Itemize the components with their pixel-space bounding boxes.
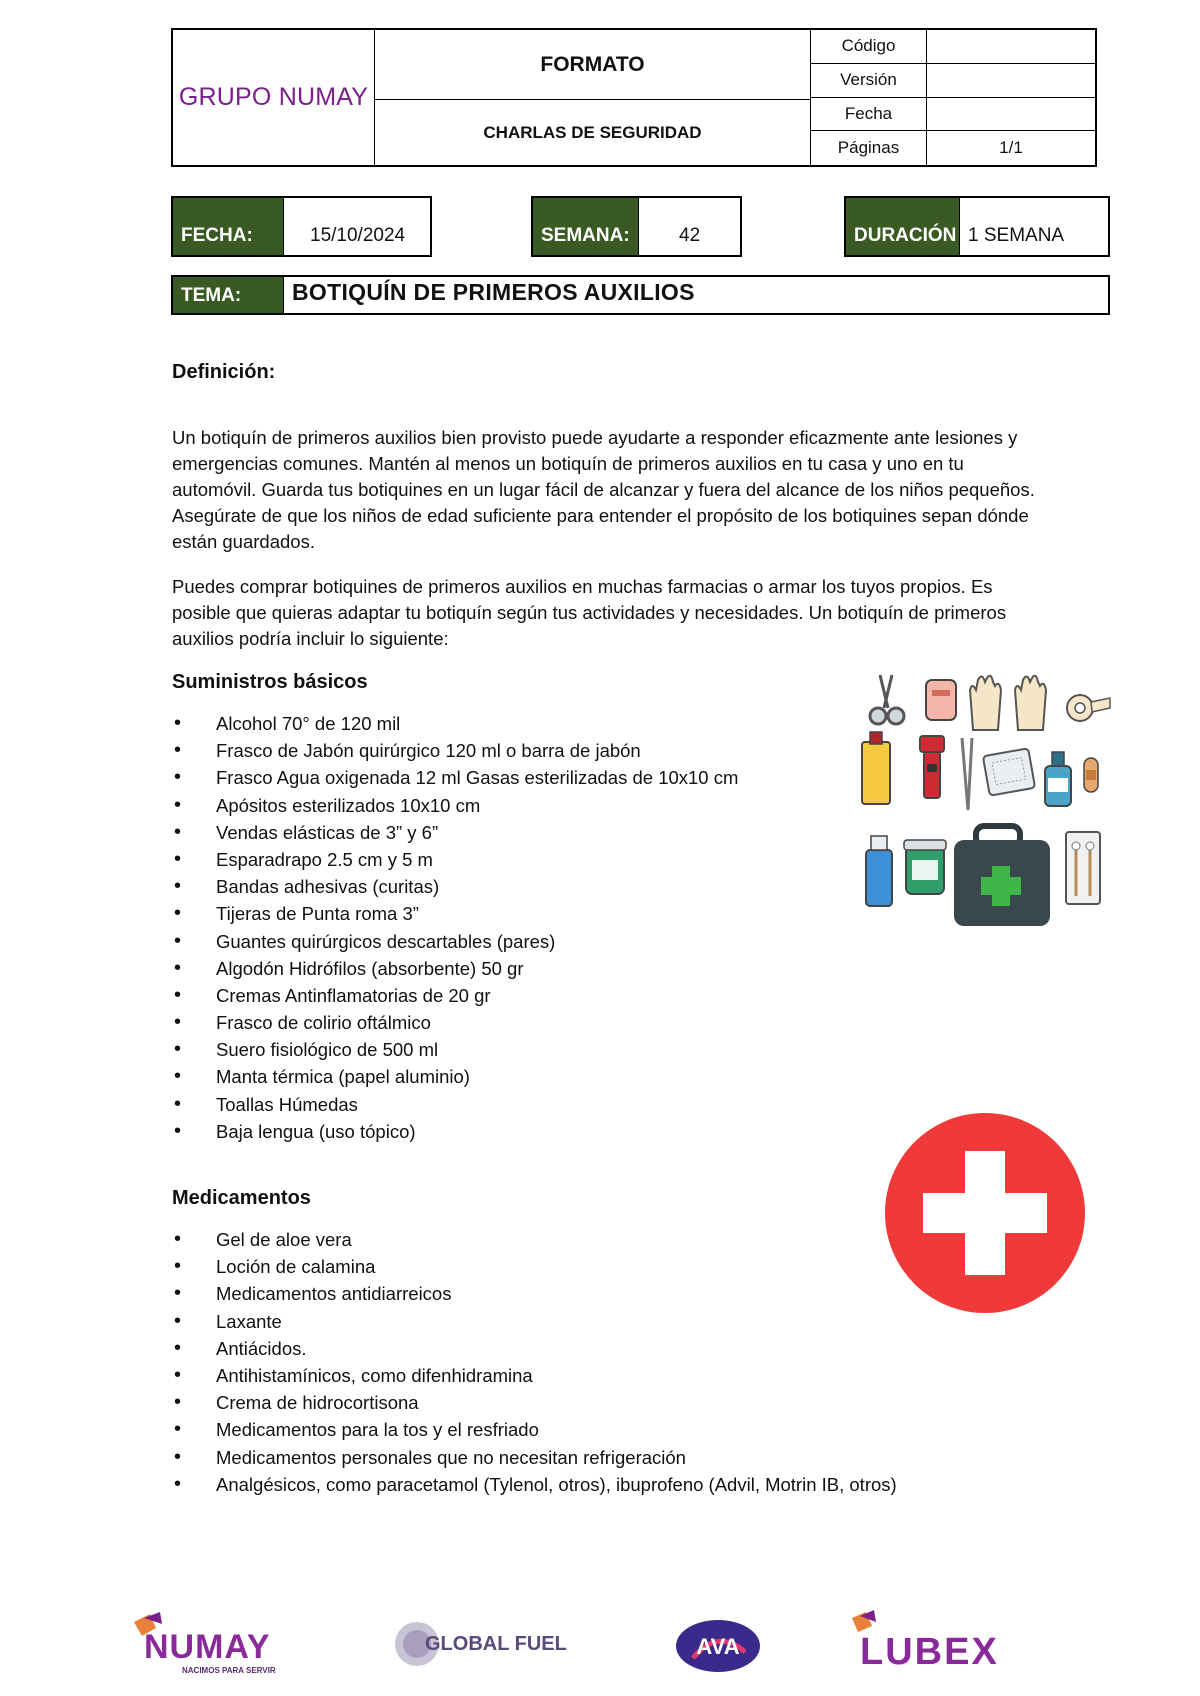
gauze-icon [983, 748, 1035, 795]
list-item: • Frasco de colirio oftálmico [172, 1009, 738, 1036]
ava-logo [673, 1608, 763, 1678]
definition-paragraph-1: Un botiquín de primeros auxilios bien provisto puede ayudarte a responder eficazmente ante lesiones y emergencias comunes. Mantén al menos un botiquín de primeros auxilios en tu casa y uno en tu automóvil. Guarda tus botiquines en un lugar fácil de alcanzar y fuera del alcance de los niños pequeños. Asegúrate de que los niños de edad suficiente para entender el propósito de los botiquines sepan dónde están guardados. [172, 427, 1035, 552]
definition-heading: Definición: [172, 361, 276, 383]
gloves-icon [970, 676, 1046, 730]
list-item: • Medicamentos antidiarreicos [172, 1280, 897, 1307]
meta-label-version: Versión [811, 64, 926, 98]
tweezers-icon [962, 738, 972, 810]
meta-values [927, 30, 1095, 165]
fecha-box [171, 196, 432, 257]
first-aid-supplies-illustration [858, 660, 1118, 930]
list-item: • Algodón Hidrófilos (absorbente) 50 gr [172, 955, 738, 982]
list-item: • Suero fisiológico de 500 ml [172, 1036, 738, 1063]
format-subtitle: CHARLAS DE SEGURIDAD [483, 122, 702, 142]
company-name: GRUPO NUMAY [173, 30, 375, 165]
list-item: • Gel de aloe vera [172, 1226, 897, 1253]
tema-box [171, 275, 1110, 315]
list-item: • Alcohol 70° de 120 mil [172, 710, 738, 737]
numay-logo-text: NUMAY [144, 1628, 271, 1666]
document-header [171, 28, 1097, 167]
list-item: • Frasco de Jabón quirúrgico 120 ml o barra de jabón [172, 737, 738, 764]
global-fuel-logo [393, 1608, 589, 1678]
scissors-icon [870, 675, 904, 724]
semana-label: SEMANA: [533, 198, 639, 255]
ava-logo-text: AVA [696, 1634, 740, 1659]
ointment-jar-icon [904, 840, 946, 894]
format-title: FORMATO [375, 30, 810, 100]
list-item: • Laxante [172, 1308, 897, 1335]
list-item: • Medicamentos personales que no necesitan refrigeración [172, 1444, 897, 1471]
spray-bottle-icon [866, 836, 892, 906]
numay-tagline: NACIMOS PARA SERVIR [182, 1666, 276, 1675]
bottle-icon [1045, 752, 1071, 806]
duracion-value: 1 SEMANA [968, 225, 1065, 246]
semana-value: 42 [679, 225, 701, 246]
fecha-label: FECHA: [173, 198, 284, 255]
list-item: • Frasco Agua oxigenada 12 ml Gasas esterilizadas de 10x10 cm [172, 764, 738, 791]
cotton-swabs-icon [1066, 832, 1100, 904]
fecha-value: 15/10/2024 [310, 225, 406, 246]
list-item: • Baja lengua (uso tópico) [172, 1118, 738, 1145]
tema-value: BOTIQUÍN DE PRIMEROS AUXILIOS [292, 279, 695, 305]
meta-labels [811, 30, 927, 165]
list-item: • Loción de calamina [172, 1253, 897, 1280]
list-item: • Apósitos esterilizados 10x10 cm [172, 792, 738, 819]
list-item: • Antiácidos. [172, 1335, 897, 1362]
list-item: • Esparadrapo 2.5 cm y 5 m [172, 846, 738, 873]
flashlight-icon [920, 736, 944, 798]
medications-list [172, 1226, 897, 1498]
duracion-label: DURACIÓN [846, 198, 960, 255]
tema-label: TEMA: [173, 277, 284, 313]
semana-box [531, 196, 742, 257]
meta-value-fecha [927, 98, 1095, 132]
meta-label-fecha: Fecha [811, 98, 926, 132]
first-aid-kit-icon [954, 826, 1050, 926]
list-item: • Manta térmica (papel aluminio) [172, 1063, 738, 1090]
meta-value-paginas: 1/1 [999, 138, 1023, 158]
list-item: • Analgésicos, como paracetamol (Tylenol, otros), ibuprofeno (Advil, Motrin IB, otros) [172, 1471, 897, 1498]
cream-tube-icon [862, 732, 890, 804]
red-cross-icon [885, 1113, 1085, 1313]
global-fuel-text: GLOBAL FUEL [425, 1633, 567, 1655]
meta-label-codigo: Código [811, 30, 926, 64]
medications-heading: Medicamentos [172, 1187, 311, 1209]
meta-value-version [927, 64, 1095, 98]
definition-paragraph-2: Puedes comprar botiquines de primeros auxilios en muchas farmacias o armar los tuyos propios. Es posible que quieras adaptar tu botiquín según tus actividades y necesidades. Un botiquín de primeros auxilios podría incluir lo siguiente: [172, 576, 1007, 649]
duracion-box [844, 196, 1110, 257]
tape-icon [1067, 695, 1110, 721]
list-item: • Medicamentos para la tos y el resfriado [172, 1416, 897, 1443]
bandage-roll-icon [926, 680, 956, 720]
list-item: • Bandas adhesivas (curitas) [172, 873, 738, 900]
list-item: • Tijeras de Punta roma 3” [172, 900, 738, 927]
meta-value-codigo [927, 30, 1095, 64]
lubex-logo-text: LUBEX [860, 1631, 999, 1673]
list-item: • Vendas elásticas de 3” y 6” [172, 819, 738, 846]
basic-supplies-heading: Suministros básicos [172, 671, 368, 693]
list-item: • Toallas Húmedas [172, 1091, 738, 1118]
adhesive-bandage-icon [1084, 758, 1098, 792]
meta-label-paginas: Páginas [837, 138, 900, 158]
numay-logo [130, 1608, 340, 1678]
list-item: • Antihistamínicos, como difenhidramina [172, 1362, 897, 1389]
list-item: • Cremas Antinflamatorias de 20 gr [172, 982, 738, 1009]
basic-supplies-list [172, 710, 738, 1145]
list-item: • Guantes quirúrgicos descartables (pares) [172, 928, 738, 955]
list-item: • Crema de hidrocortisona [172, 1389, 897, 1416]
lubex-logo [848, 1608, 1034, 1678]
format-block [375, 30, 811, 165]
